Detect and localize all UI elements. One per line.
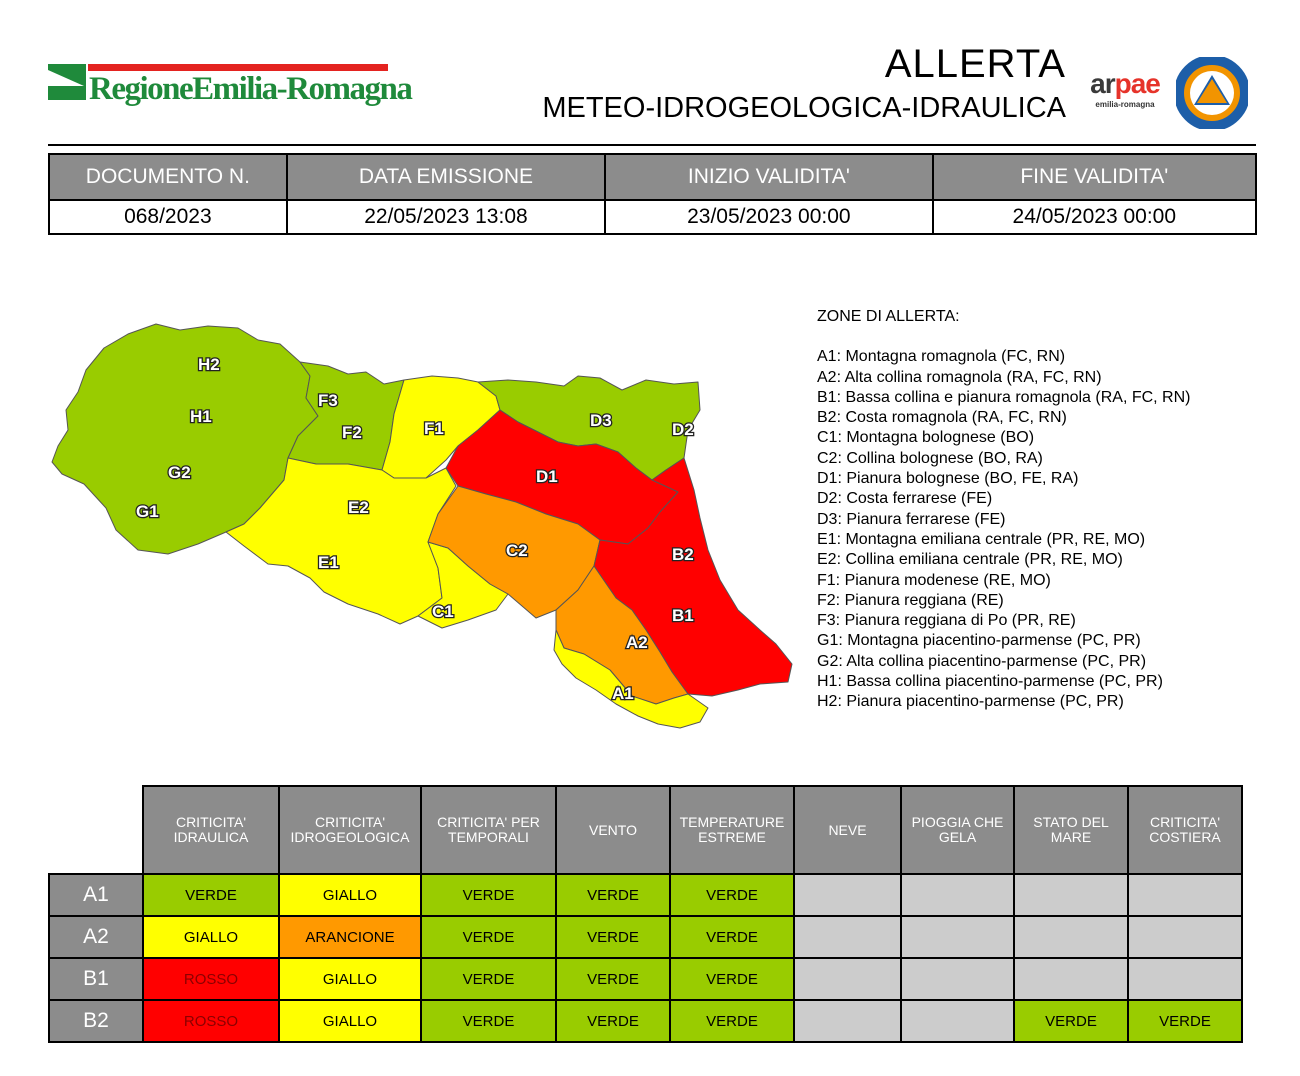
zone-cell: A1 — [49, 874, 143, 916]
page-subtitle: METEO-IDROGEOLOGICA-IDRAULICA — [542, 92, 1066, 124]
legend-item: F3: Pianura reggiana di Po (PR, RE) — [817, 612, 1076, 630]
alert-cell: VERDE — [556, 874, 670, 916]
map-label-e2: E2 — [348, 498, 369, 517]
map-label-f3: F3 — [318, 391, 338, 410]
map-label-d1: D1 — [536, 467, 558, 486]
col-stato-del-mare: STATO DEL MARE — [1014, 786, 1128, 874]
map-label-e1: E1 — [318, 553, 339, 572]
alert-cell: VERDE — [556, 916, 670, 958]
alert-cell — [1128, 958, 1242, 1000]
alert-cell — [901, 1000, 1014, 1042]
page-title: ALLERTA — [884, 42, 1066, 86]
map-label-h2: H2 — [198, 355, 220, 374]
validity-end: 24/05/2023 00:00 — [933, 200, 1256, 234]
legend-item: C2: Collina bolognese (BO, RA) — [817, 449, 1043, 467]
col-pioggia-che-gela: PIOGGIA CHE GELA — [901, 786, 1014, 874]
arpae-sub: emilia-romagna — [1095, 100, 1155, 109]
alert-cell — [794, 958, 901, 1000]
zone-cell: B1 — [49, 958, 143, 1000]
zones-legend — [817, 307, 1191, 713]
document-info-table — [48, 153, 1257, 235]
col-temperature-estreme: TEMPERATURE ESTREME — [670, 786, 794, 874]
doc-number-header: DOCUMENTO N. — [49, 154, 287, 200]
col-criticita-temporali: CRITICITA' PER TEMPORALI — [421, 786, 556, 874]
alert-cell: VERDE — [421, 916, 556, 958]
map-label-d2: D2 — [672, 420, 694, 439]
map-label-g1: G1 — [136, 502, 159, 521]
regione-emilia-romagna-logo — [48, 58, 412, 110]
arpae-logo: arpae emilia-romagna — [1083, 70, 1167, 109]
alert-cell: VERDE — [556, 1000, 670, 1042]
alert-cell: VERDE — [1014, 1000, 1128, 1042]
legend-item: A2: Alta collina romagnola (RA, FC, RN) — [817, 368, 1102, 386]
table-row — [49, 958, 1242, 1000]
alert-cell — [794, 916, 901, 958]
map-label-d3: D3 — [590, 411, 612, 430]
alert-cell: VERDE — [421, 874, 556, 916]
alert-cell: GIALLO — [279, 1000, 421, 1042]
legend-item: F2: Pianura reggiana (RE) — [817, 591, 1004, 609]
region-name: RegioneEmilia-Romagna — [89, 71, 412, 107]
alert-cell — [794, 874, 901, 916]
table-row — [49, 916, 1242, 958]
col-criticita-costiera: CRITICITA' COSTIERA — [1128, 786, 1242, 874]
legend-item: H2: Pianura piacentino-parmense (PC, PR) — [817, 693, 1124, 711]
alert-cell: ROSSO — [143, 958, 279, 1000]
header-divider — [48, 144, 1256, 146]
emission-date: 22/05/2023 13:08 — [287, 200, 605, 234]
alert-cell — [1128, 874, 1242, 916]
alert-cell: ARANCIONE — [279, 916, 421, 958]
col-vento: VENTO — [556, 786, 670, 874]
flag-icon — [48, 64, 86, 100]
legend-item: A1: Montagna romagnola (FC, RN) — [817, 348, 1066, 366]
table-row — [49, 1000, 1242, 1042]
col-criticita-idrogeologica: CRITICITA' IDROGEOLOGICA — [279, 786, 421, 874]
alert-cell — [1014, 874, 1128, 916]
alert-cell: VERDE — [421, 958, 556, 1000]
zone-cell: B2 — [49, 1000, 143, 1042]
legend-item: E1: Montagna emiliana centrale (PR, RE, MO) — [817, 530, 1146, 548]
alert-cell: GIALLO — [279, 958, 421, 1000]
alert-levels-table — [48, 785, 1243, 1043]
alert-cell: GIALLO — [143, 916, 279, 958]
legend-item: D2: Costa ferrarese (FE) — [817, 490, 993, 508]
map-label-h1: H1 — [190, 407, 212, 426]
red-bar — [88, 64, 388, 71]
legend-item: F1: Pianura modenese (RE, MO) — [817, 571, 1051, 589]
doc-number: 068/2023 — [49, 200, 287, 234]
map-label-f1: F1 — [424, 419, 444, 438]
alert-cell — [901, 916, 1014, 958]
alert-cell: ROSSO — [143, 1000, 279, 1042]
map-label-b1: B1 — [672, 606, 694, 625]
alert-cell: VERDE — [670, 958, 794, 1000]
validity-start-header: INIZIO VALIDITA' — [605, 154, 932, 200]
legend-item: E2: Collina emiliana centrale (PR, RE, MO) — [817, 551, 1123, 569]
map-label-c1: C1 — [432, 602, 454, 621]
alert-cell: VERDE — [670, 874, 794, 916]
alert-cell — [1014, 958, 1128, 1000]
col-criticita-idraulica: CRITICITA' IDRAULICA — [143, 786, 279, 874]
table-corner — [49, 786, 143, 874]
legend-item: B2: Costa romagnola (RA, FC, RN) — [817, 409, 1067, 427]
alert-cell: VERDE — [670, 916, 794, 958]
alert-cell — [794, 1000, 901, 1042]
legend-item: H1: Bassa collina piacentino-parmense (PC, PR) — [817, 673, 1163, 691]
map-label-a1: A1 — [612, 684, 634, 703]
validity-end-header: FINE VALIDITA' — [933, 154, 1256, 200]
legend-item: G2: Alta collina piacentino-parmense (PC, PR) — [817, 652, 1147, 670]
alert-cell — [901, 958, 1014, 1000]
alert-cell — [1128, 916, 1242, 958]
map-label-b2: B2 — [672, 545, 694, 564]
alert-zones-map — [48, 318, 798, 738]
table-row — [49, 874, 1242, 916]
alert-cell: VERDE — [556, 958, 670, 1000]
emission-date-header: DATA EMISSIONE — [287, 154, 605, 200]
map-label-g2: G2 — [168, 463, 191, 482]
legend-title: ZONE DI ALLERTA: — [817, 308, 960, 325]
alert-cell: VERDE — [143, 874, 279, 916]
map-label-a2: A2 — [626, 633, 648, 652]
alert-cell: VERDE — [670, 1000, 794, 1042]
legend-item: D3: Pianura ferrarese (FE) — [817, 510, 1006, 528]
alert-cell: VERDE — [1128, 1000, 1242, 1042]
validity-start: 23/05/2023 00:00 — [605, 200, 932, 234]
alert-cell: GIALLO — [279, 874, 421, 916]
legend-item: D1: Pianura bolognese (BO, FE, RA) — [817, 470, 1079, 488]
map-label-f2: F2 — [342, 423, 362, 442]
protezione-civile-logo-icon — [1176, 57, 1248, 129]
legend-item: B1: Bassa collina e pianura romagnola (RA, FC, RN) — [817, 388, 1191, 406]
col-neve: NEVE — [794, 786, 901, 874]
map-label-c2: C2 — [506, 541, 528, 560]
alert-cell — [1014, 916, 1128, 958]
alert-cell: VERDE — [421, 1000, 556, 1042]
alert-cell — [901, 874, 1014, 916]
legend-item: G1: Montagna piacentino-parmense (PC, PR) — [817, 632, 1141, 650]
zone-cell: A2 — [49, 916, 143, 958]
legend-item: C1: Montagna bolognese (BO) — [817, 429, 1035, 447]
